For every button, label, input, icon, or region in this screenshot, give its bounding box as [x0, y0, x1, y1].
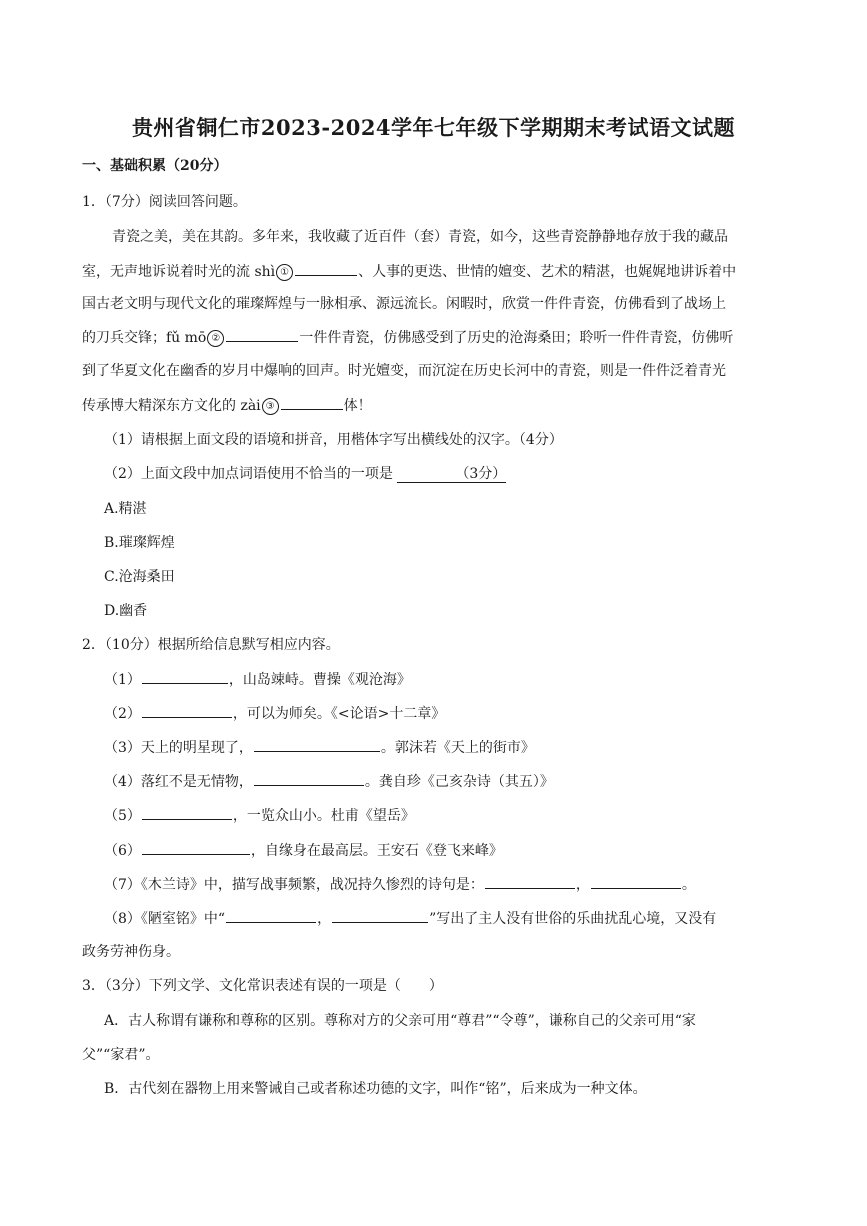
passage-line-5: 到了华夏文化在幽香的岁月中爆响的回声。时光嬗变，而沉淀在历史长河中的青瓷，则是一件件泛着青光: [82, 363, 726, 379]
answer-blank-3[interactable]: [281, 395, 343, 410]
q3-option-a: A．古人称谓有谦称和尊称的区别。尊称对方的父亲可用“尊君”“令尊”，谦称自己的父亲可用“家: [104, 1013, 696, 1029]
recitation-line-1: （1） ，山岛竦峙。曹操《观沧海》: [104, 669, 411, 690]
section-heading: 一、基础积累（20分）: [82, 158, 228, 174]
answer-blank-2[interactable]: [226, 327, 298, 342]
blank-number-2: ②: [207, 330, 224, 347]
sub-question-1: （1）请根据上面文段的语境和拼音，用楷体字写出横线处的汉字。（4分）: [104, 432, 563, 448]
passage-line-4: 的刀兵交锋；fǔ mō ② 一件件青瓷，仿佛感受到了历史的沧海桑田；聆听一件件青瓷，仿佛听: [82, 327, 733, 348]
passage-line-1: 青瓷之美，美在其韵。多年来，我收藏了近百件（套）青瓷，如今，这些青瓷静静地存放于我的藏品: [112, 229, 728, 245]
passage-line-3: 国古老文明与现代文化的璀璨辉煌与一脉相承、源远流长。闲暇时，欣赏一件件青瓷，仿佛看到了战场上: [82, 296, 726, 312]
option-c: C.沧海桑田: [104, 569, 175, 585]
recitation-line-6: （6） ，自缘身在最高层。王安石《登飞来峰》: [104, 840, 503, 861]
answer-blank[interactable]: [142, 703, 232, 718]
passage-line-2: 室，无声地诉说着时光的流 shì ① 、人事的更迭、世情的嬗变、艺术的精湛，也娓娓地讲诉着中: [82, 261, 736, 282]
question-2-head: 2．（10分）根据所给信息默写相应内容。: [82, 637, 340, 653]
recitation-line-7: （7）《木兰诗》中，描写战事频繁，战况持久惨烈的诗句是： ， 。: [104, 874, 696, 895]
question-1-head: 1．（7分）阅读回答问题。: [82, 194, 247, 210]
recitation-line-5: （5） ，一览众山小。杜甫《望岳》: [104, 805, 415, 826]
recitation-line-4: （4）落红不是无情物， 。龚自珍《己亥杂诗（其五）》: [104, 771, 554, 792]
answer-blank[interactable]: [142, 805, 232, 820]
blank-number-3: ③: [262, 398, 279, 415]
recitation-line-2: （2） ，可以为师矣。《<论语>十二章》: [104, 703, 445, 724]
page-title: 贵州省铜仁市2023-2024学年七年级下学期期末考试语文试题: [131, 115, 736, 140]
answer-blank-1[interactable]: [295, 261, 357, 276]
passage-line-6: 传承博大精深东方文化的 zài ③ 体！: [82, 395, 372, 416]
answer-blank[interactable]: [226, 908, 316, 923]
option-a: A.精湛: [104, 501, 147, 517]
answer-blank[interactable]: [142, 840, 250, 855]
recitation-line-8: （8）《陋室铭》中“ ， ”写出了主人没有世俗的乐曲扰乱心境，又没有: [104, 908, 716, 929]
blank-number-1: ①: [276, 264, 293, 281]
option-d: D.幽香: [104, 603, 148, 619]
answer-blank[interactable]: [254, 737, 380, 752]
question-3-head: 3．（3分）下列文学、文化常识表述有误的一项是（ ）: [82, 978, 443, 994]
option-b: B.璀璨辉煌: [104, 535, 175, 551]
answer-blank[interactable]: [142, 669, 228, 684]
q3-option-b: B．古代刻在器物上用来警诫自己或者称述功德的文字，叫作“铭”，后来成为一种文体。: [104, 1081, 647, 1097]
answer-blank[interactable]: [485, 874, 575, 889]
answer-blank[interactable]: [591, 874, 681, 889]
recitation-line-3: （3）天上的明星现了， 。郭沫若《天上的街市》: [104, 737, 535, 758]
recitation-line-8-cont: 政务劳神伤身。: [82, 944, 180, 960]
answer-blank[interactable]: [332, 908, 428, 923]
sub-question-2: （2）上面文段中加点词语使用不恰当的一项是 （3分）: [104, 466, 507, 482]
answer-blank-sub2[interactable]: （3分）: [397, 466, 506, 483]
q3-option-a-cont: 父”“家君”。: [82, 1047, 160, 1063]
answer-blank[interactable]: [254, 771, 364, 786]
